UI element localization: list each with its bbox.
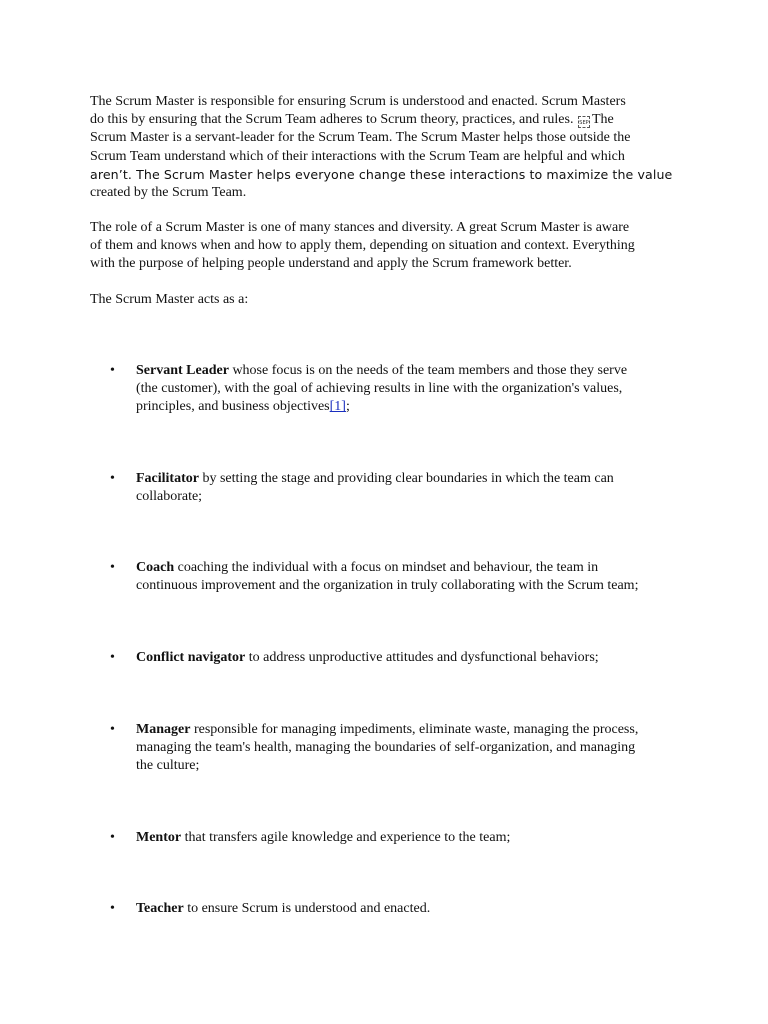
intro-paragraph	[90, 93, 690, 202]
list-item-text: Teacher to ensure Scrum is understood and enacted.	[136, 901, 431, 916]
intro-line: Scrum Master is a servant-leader for the Scrum Team. The Scrum Master helps those outside the	[90, 130, 631, 146]
acts-as-heading: The Scrum Master acts as a:	[90, 292, 249, 307]
stance-term: Servant Leader	[136, 363, 229, 378]
stance-term: Coach	[136, 560, 175, 575]
bullet-icon: •	[110, 722, 115, 737]
bullet-icon: •	[110, 901, 115, 916]
list-item-text: Servant Leader whose focus is on the needs of the team members and those they serve (the customer), with the goal of achieving results in line with the organization's values, principles, and business objectives[1];	[136, 363, 628, 415]
bullet-icon: •	[110, 471, 115, 486]
separator-icon: SEP	[578, 116, 590, 128]
bullet-icon: •	[110, 560, 115, 575]
list-item-text: Coach coaching the individual with a focus on mindset and behaviour, the team in continuous improvement and the organization in truly collaborating with the Scrum team;	[136, 560, 639, 594]
bullet-icon: •	[110, 650, 115, 665]
intro-line: created by the Scrum Team.	[90, 185, 247, 201]
stance-term: Facilitator	[136, 471, 199, 486]
footnote-link[interactable]: [1]	[329, 399, 346, 415]
stance-term: Teacher	[136, 901, 184, 916]
list-item-text: Manager responsible for managing impediments, eliminate waste, managing the process, managing the team's health, managing the boundaries of self-organization, and managing the culture;	[136, 722, 639, 774]
role-line: of them and knows when and how to apply them, depending on situation and context. Everything	[90, 238, 635, 254]
intro-line: aren’t. The Scrum Master helps everyone change these interactions to maximize the value	[90, 166, 673, 182]
bullet-icon: •	[110, 830, 115, 845]
intro-line: do this by ensuring that the Scrum Team adheres to Scrum theory, practices, and rules. SEP The	[90, 112, 614, 128]
list-item-text: Mentor that transfers agile knowledge and experience to the team;	[136, 830, 511, 845]
bullet-icon: •	[110, 363, 115, 378]
stance-term: Manager	[136, 722, 191, 737]
role-line: The role of a Scrum Master is one of many stances and diversity. A great Scrum Master is aware	[90, 220, 630, 235]
intro-line: The Scrum Master is responsible for ensuring Scrum is understood and enacted. Scrum Masters	[90, 94, 626, 109]
intro-line: Scrum Team understand which of their interactions with the Scrum Team are helpful and which	[90, 148, 625, 164]
role-line: with the purpose of helping people understand and apply the Scrum framework better.	[90, 256, 572, 272]
stance-term: Mentor	[136, 830, 182, 845]
stance-term: Conflict navigator	[136, 650, 246, 665]
role-paragraph	[90, 219, 690, 274]
list-item-text: Conflict navigator to address unproductive attitudes and dysfunctional behaviors;	[136, 650, 599, 665]
list-item-text: Facilitator by setting the stage and providing clear boundaries in which the team can collaborate;	[136, 471, 614, 505]
